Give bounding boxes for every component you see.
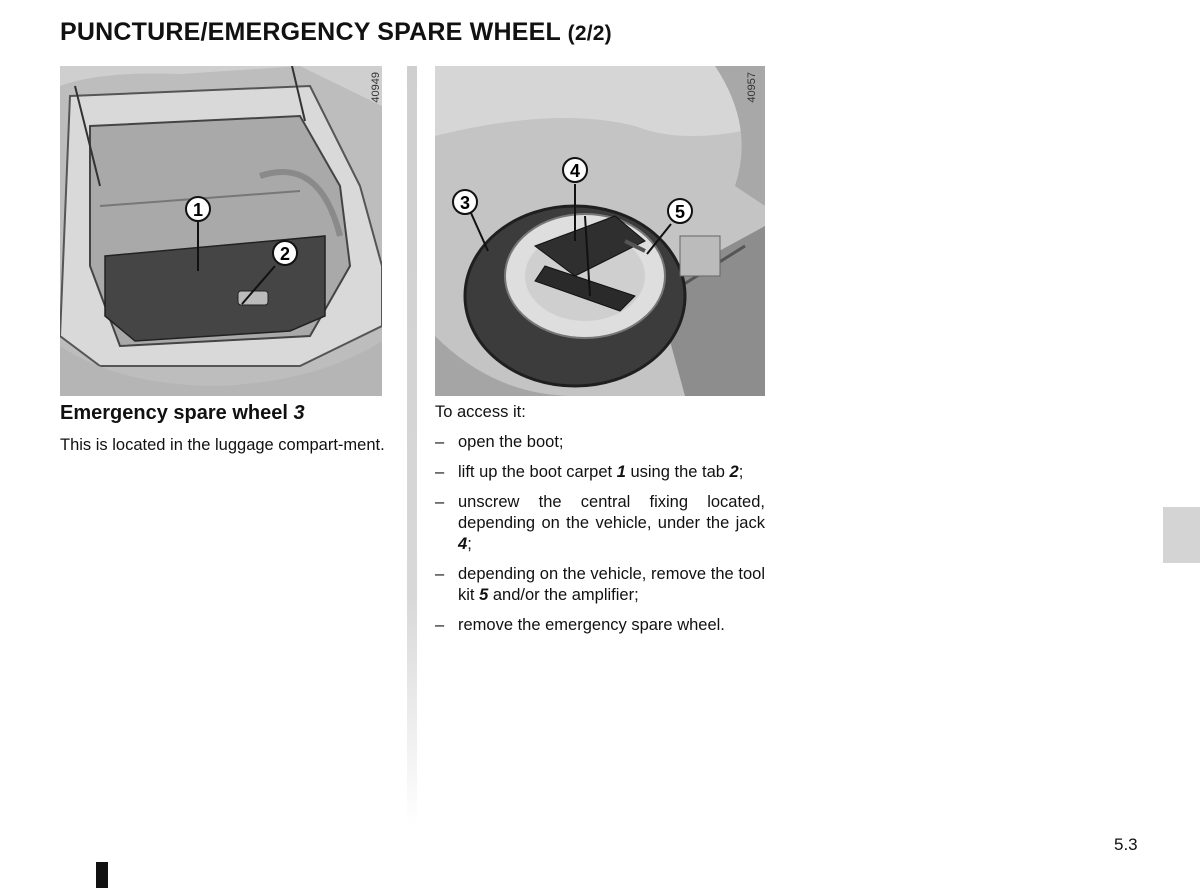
step-item — [435, 462, 765, 483]
boot-drawing — [60, 66, 382, 396]
step-text: lift up the boot carpet — [458, 463, 617, 481]
step-dash: – — [435, 433, 445, 451]
step-dash: – — [435, 493, 445, 511]
step-text: using the tab — [625, 463, 730, 481]
section-heading — [60, 402, 305, 425]
spare-wheel-drawing — [435, 66, 765, 396]
step-dash: – — [435, 565, 445, 583]
step-text: depending on the vehicle, remove the tool kit — [458, 565, 765, 604]
callout-4-label: 4 — [569, 161, 581, 181]
column-divider — [407, 66, 417, 826]
step-text: open the boot; — [458, 433, 564, 451]
figure-left-ref-code: 40949 — [370, 72, 382, 103]
page-title-part: (2/2) — [567, 22, 612, 45]
step-text: ; — [738, 463, 744, 481]
page-title — [60, 18, 612, 47]
callout-2 — [273, 241, 297, 265]
callout-3 — [453, 190, 477, 214]
step-item — [435, 432, 765, 453]
figure-right-ref-code: 40957 — [746, 72, 758, 103]
step-text: ; — [467, 535, 472, 553]
callout-1-label: 1 — [192, 200, 204, 220]
step-item — [435, 492, 765, 555]
step-text: unscrew the central fixing located, depending on the vehicle, under the jack — [458, 493, 765, 532]
step-ref: 1 — [616, 463, 626, 481]
access-steps-list — [435, 432, 765, 645]
step-item — [435, 615, 765, 636]
corner-mark — [96, 862, 108, 888]
section-heading-ref: 3 — [293, 402, 305, 424]
access-intro: To access it: — [435, 403, 526, 421]
step-text: and/or the amplifier; — [488, 586, 639, 604]
page-title-main: PUNCTURE/EMERGENCY SPARE WHEEL — [60, 18, 561, 46]
location-paragraph: This is located in the luggage compart-ment. — [60, 436, 385, 454]
step-ref: 2 — [729, 463, 739, 481]
callout-5-label: 5 — [674, 202, 686, 222]
step-item — [435, 564, 765, 606]
spare-wheel-illustration — [435, 66, 765, 396]
callout-3-label: 3 — [459, 193, 471, 213]
page-number: 5.3 — [1114, 835, 1138, 854]
step-dash: – — [435, 616, 445, 634]
step-dash: – — [435, 463, 445, 481]
step-text: remove the emergency spare wheel. — [458, 616, 725, 634]
callout-5 — [668, 199, 692, 223]
section-heading-text: Emergency spare wheel — [60, 402, 288, 424]
callout-4 — [563, 158, 587, 182]
step-ref: 5 — [479, 586, 489, 604]
chapter-tab — [1163, 507, 1200, 563]
boot-illustration — [60, 66, 382, 396]
step-ref: 4 — [458, 535, 468, 553]
callout-2-label: 2 — [279, 244, 291, 264]
callout-1 — [186, 197, 210, 221]
